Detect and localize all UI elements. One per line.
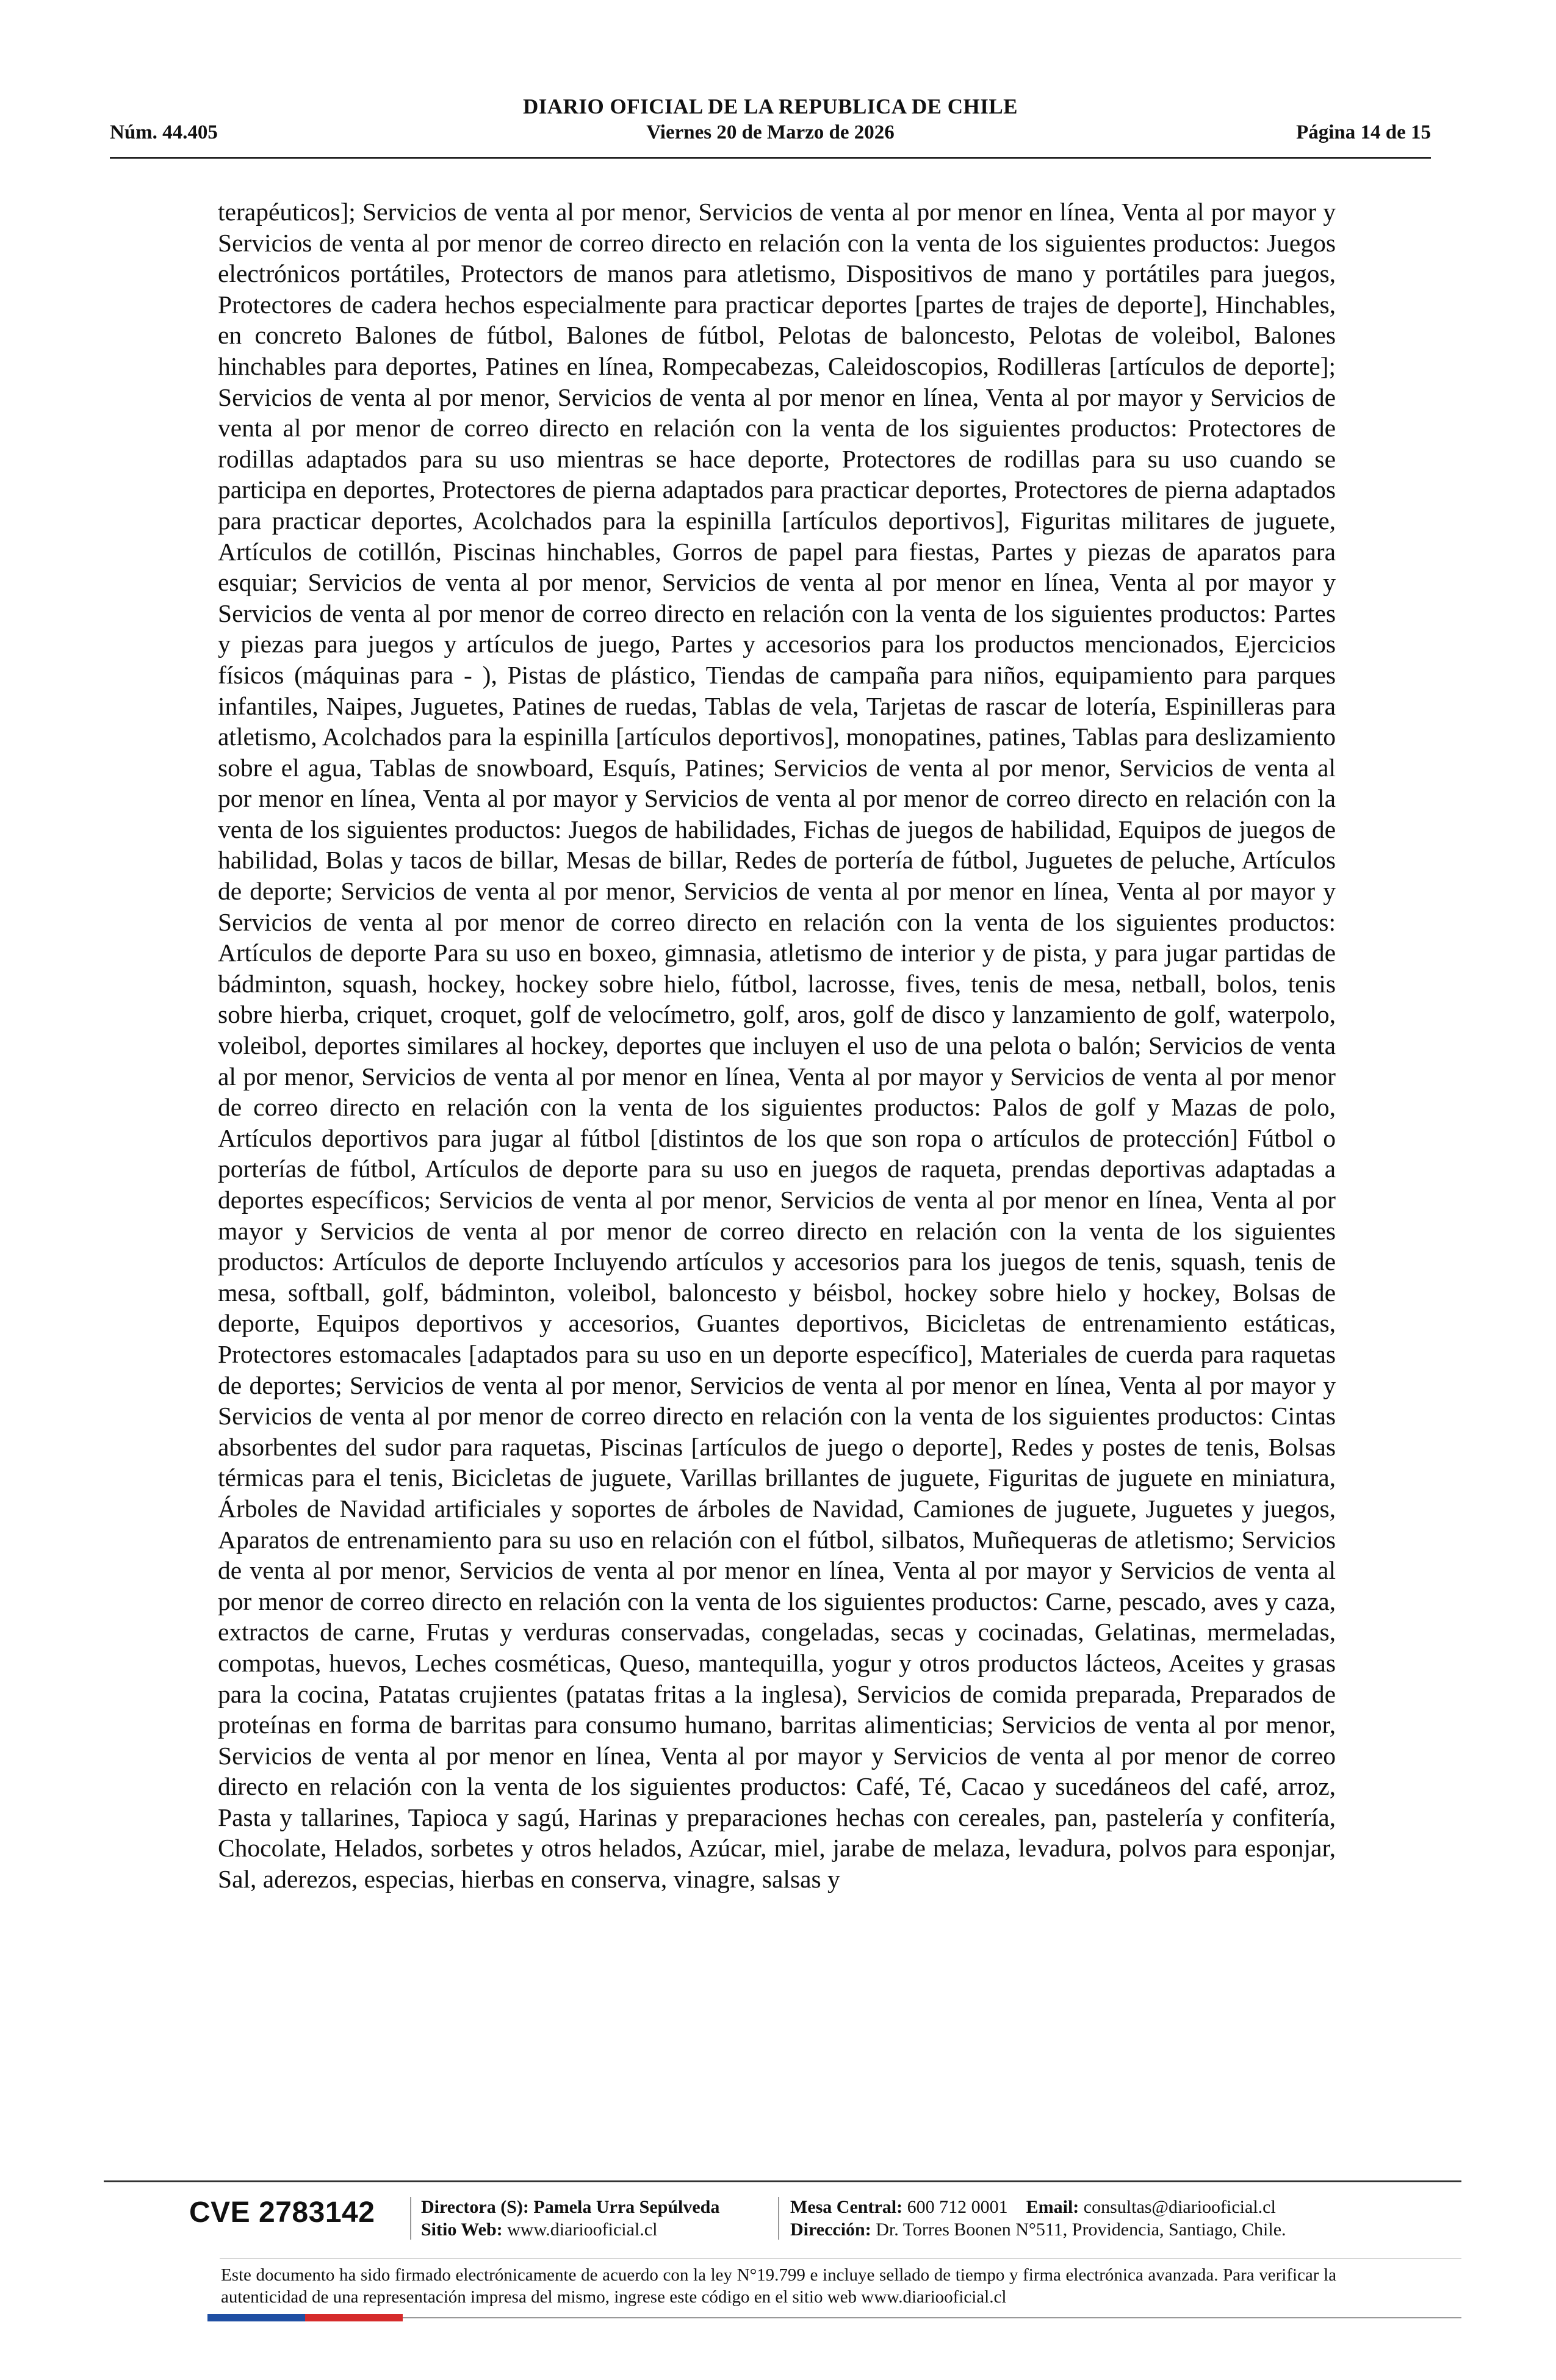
central-line — [790, 2196, 1286, 2218]
website-link[interactable]: www.diariooficial.cl — [507, 2220, 658, 2240]
cve-code: CVE 2783142 — [189, 2196, 375, 2229]
page-header — [110, 95, 1431, 156]
footer-divider — [104, 2180, 1461, 2182]
address-text: Dr. Torres Boonen N°511, Providencia, Santiago, Chile. — [876, 2220, 1286, 2240]
director-label: Directora (S): — [421, 2197, 529, 2217]
footer-contact-right — [790, 2196, 1286, 2241]
website-line — [421, 2218, 719, 2241]
header-divider — [110, 157, 1431, 159]
issue-date: Viernes 20 de Marzo de 2026 — [646, 121, 895, 143]
central-label: Mesa Central: — [790, 2197, 903, 2217]
flag-stripe-red — [305, 2314, 403, 2321]
director-line — [421, 2196, 719, 2218]
page-number: Página 14 de 15 — [1296, 121, 1431, 143]
website-label: Sitio Web: — [421, 2220, 503, 2240]
header-row — [110, 121, 1431, 150]
body-paragraph: terapéuticos]; Servicios de venta al por menor, Servicios de venta al por menor en línea, Venta al por mayor y Servicios de venta al por menor de correo directo en relación con la venta de los siguientes productos: Juegos electrónicos portátiles, Protectors de manos para atletismo, Dispositivos de mano y portátiles para juegos, Protectores de cadera hechos especialmente para practicar deportes [partes de trajes de deporte], Hinchables, en concreto Balones de fútbol, Balones de fútbol, Pelotas de baloncesto, Pelotas de voleibol, Balones hinchables para deportes, Patines en línea, Rompecabezas, Caleidoscopios, Rodilleras [artículos de deporte]; Servicios de venta al por menor, Servicios de venta al por menor en línea, Venta al por mayor y Servicios de venta al por menor de correo directo en relación con la venta de los siguientes productos: Protectores de rodillas adaptados para su uso mientras se hace deporte, Protectores de rodillas para su uso cuando se participa en deportes, Protectores de pierna adaptados para practicar deportes, Protectores de pierna adaptados para practicar deportes, Acolchados para la espinilla [artículos deportivos], Figuritas militares de juguete, Artículos de cotillón, Piscinas hinchables, Gorros de papel para fiestas, Partes y piezas de aparatos para esquiar; Servicios de venta al por menor, Servicios de venta al por menor en línea, Venta al por mayor y Servicios de venta al por menor de correo directo en relación con la venta de los siguientes productos: Partes y piezas para juegos y artículos de juego, Partes y accesorios para los productos mencionados, Ejercicios físicos (máquinas para - ), Pistas de plástico, Tiendas de campaña para niños, equipamiento para parques infantiles, Naipes, Juguetes, Patines de ruedas, Tablas de vela, Tarjetas de rascar de lotería, Espinilleras para atletismo, Acolchados para la espinilla [artículos deportivos], monopatines, patines, Tablas para deslizamiento sobre el agua, Tablas de snowboard, Esquís, Patines; Servicios de venta al por menor, Servicios de venta al por menor en línea, Venta al por mayor y Servicios de venta al por menor de correo directo en relación con la venta de los siguientes productos: Juegos de habilidades, Fichas de juegos de habilidad, Equipos de juegos de habilidad, Bolas y tacos de billar, Mesas de billar, Redes de portería de fútbol, Juguetes de peluche, Artículos de deporte; Servicios de venta al por menor, Servicios de venta al por menor en línea, Venta al por mayor y Servicios de venta al por menor de correo directo en relación con la venta de los siguientes productos: Artículos de deporte Para su uso en boxeo, gimnasia, atletismo de interior y de pista, y para jugar partidas de bádminton, squash, hockey, hockey sobre hielo, fútbol, lacrosse, fives, tenis de mesa, netball, bolos, tenis sobre hierba, criquet, croquet, golf de velocímetro, golf, aros, golf de disco y lanzamiento de golf, waterpolo, voleibol, deportes similares al hockey, deportes que incluyen el uso de una pelota o balón; Servicios de venta al por menor, Servicios de venta al por menor en línea, Venta al por mayor y Servicios de venta al por menor de correo directo en relación con la venta de los siguientes productos: Palos de golf y Mazas de polo, Artículos deportivos para jugar al fútbol [distintos de los que son ropa o artículos de protección] Fútbol o porterías de fútbol, Artículos de deporte para su uso en juegos de raqueta, prendas deportivas adaptadas a deportes específicos; Servicios de venta al por menor, Servicios de venta al por menor en línea, Venta al por mayor y Servicios de venta al por menor de correo directo en relación con la venta de los siguientes productos: Artículos de deporte Incluyendo artículos y accesorios para los juegos de tenis, squash, tenis de mesa, softball, golf, bádminton, voleibol, baloncesto y béisbol, hockey sobre hielo y hockey, Bolsas de deporte, Equipos deportivos y accesorios, Guantes deportivos, Bicicletas de entrenamiento estáticas, Protectores estomacales [adaptados para su uso en un deporte específico], Materiales de cuerda para raquetas de deportes; Servicios de venta al por menor, Servicios de venta al por menor en línea, Venta al por mayor y Servicios de venta al por menor de correo directo en relación con la venta de los siguientes productos: Cintas absorbentes del sudor para raquetas, Piscinas [artículos de juego o deporte], Redes y postes de tenis, Bolsas térmicas para el tenis, Bicicletas de juguete, Varillas brillantes de juguete, Figuritas de juguete en miniatura, Árboles de Navidad artificiales y soportes de árboles de Navidad, Camiones de juguete, Juguetes y juegos, Aparatos de entrenamiento para su uso en relación con el fútbol, silbatos, Muñequeras de atletismo; Servicios de venta al por menor, Servicios de venta al por menor en línea, Venta al por mayor y Servicios de venta al por menor de correo directo en relación con la venta de los siguientes productos: Carne, pescado, aves y caza, extractos de carne, Frutas y verduras conservadas, congeladas, secas y cocinadas, Gelatinas, mermeladas, compotas, huevos, Leches cosméticas, Queso, mantequilla, yogur y otros productos lácteos, Aceites y grasas para la cocina, Patatas crujientes (patatas fritas a la inglesa), Servicios de comida preparada, Preparados de proteínas en forma de barritas para consumo humano, barritas alimenticias; Servicios de venta al por menor, Servicios de venta al por menor en línea, Venta al por mayor y Servicios de venta al por menor de correo directo en relación con la venta de los siguientes productos: Café, Té, Cacao y sucedáneos del café, arroz, Pasta y tallarines, Tapioca y sagú, Harinas y preparaciones hechas con cereales, pan, pastelería y confitería, Chocolate, Helados, sorbetes y otros helados, Azúcar, miel, jarabe de melaza, levadura, polvos para esponjar, Sal, aderezos, especias, hierbas en conserva, vinagre, salsas y — [218, 198, 1336, 1894]
newspaper-title: DIARIO OFICIAL DE LA REPUBLICA DE CHILE — [522, 95, 1018, 118]
issue-number: Núm. 44.405 — [110, 121, 218, 143]
disclaimer-divider — [220, 2258, 1461, 2259]
address-label: Dirección: — [790, 2220, 871, 2240]
email-label: Email: — [1026, 2197, 1079, 2217]
footer-separator — [778, 2197, 779, 2240]
central-phone: 600 712 0001 — [907, 2197, 1008, 2217]
flag-line — [403, 2317, 1461, 2318]
footer-separator — [410, 2197, 411, 2240]
signature-disclaimer: Este documento ha sido firmado electrónicamente de acuerdo con la ley N°19.799 e incluye sellado de tiempo y firma electrónica avanzada. Para verificar la autenticidad de una representación impresa del mismo, ingrese este código en el sitio web www.diariooficial.cl — [221, 2265, 1336, 2307]
flag-stripe — [207, 2314, 403, 2321]
director-name: Pamela Urra Sepúlveda — [533, 2197, 720, 2217]
address-line — [790, 2218, 1286, 2241]
email-link[interactable]: consultas@diariooficial.cl — [1083, 2197, 1276, 2217]
flag-stripe-blue — [207, 2314, 305, 2321]
footer-contact-left — [421, 2196, 719, 2241]
